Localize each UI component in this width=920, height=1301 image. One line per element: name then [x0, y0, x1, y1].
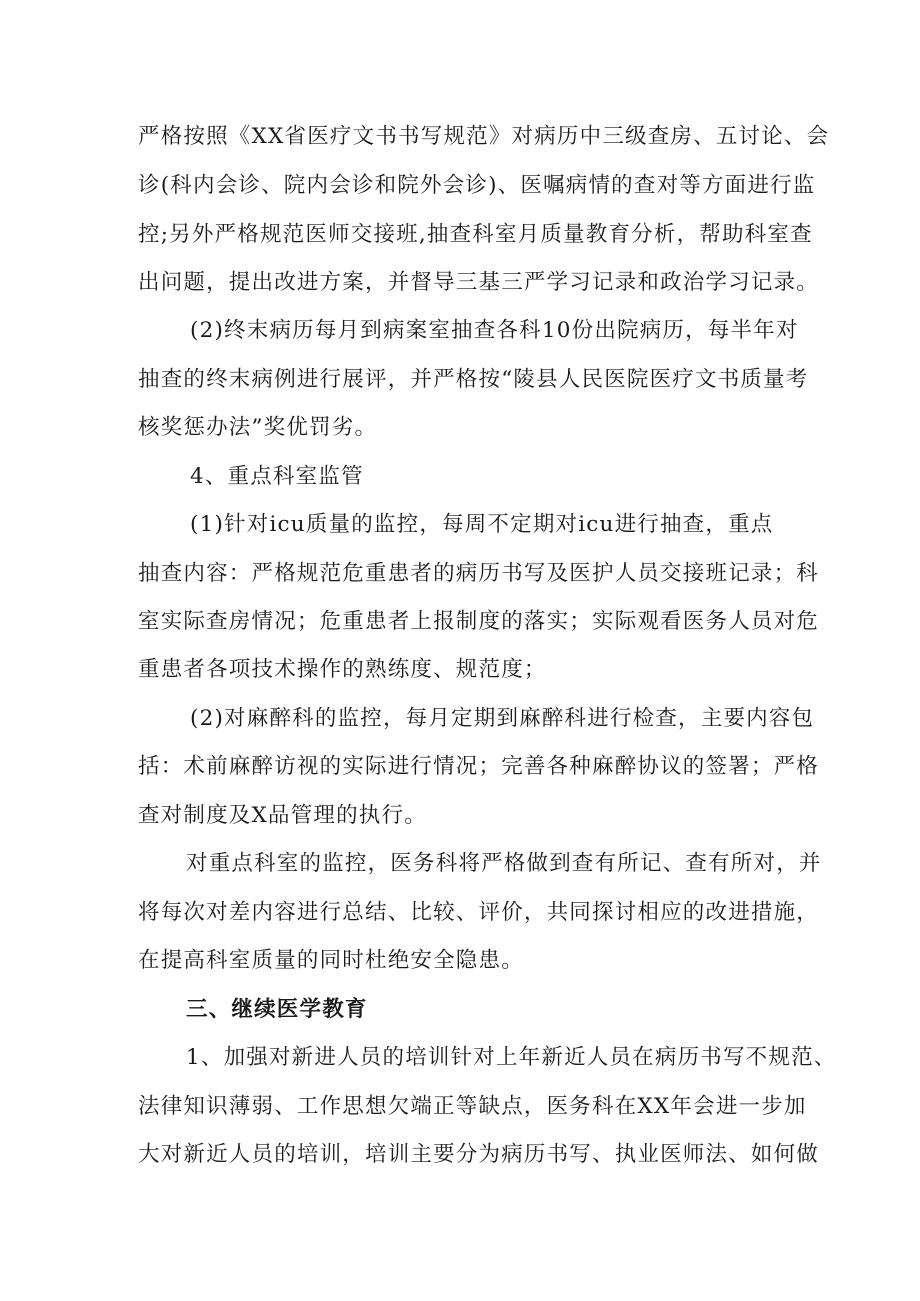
paragraph-first-line: (2)对麻醉科的监控，每月定期到麻醉科进行检查，主要内容包	[190, 706, 815, 731]
text-line: 大对新近人员的培训，培训主要分为病历书写、执业医师法、如何做	[138, 1142, 820, 1167]
text-line: 将每次对差内容进行总结、比较、评价，共同探讨相应的改进措施，	[138, 900, 820, 925]
paragraph-first-line: 1、加强对新进人员的培训针对上年新近人员在病历书写不规范、	[186, 1045, 837, 1070]
text-line: 控;另外严格规范医师交接班,抽查科室月质量教育分析，帮助科室查	[138, 222, 813, 247]
paragraph-first-line: (1)针对icu质量的监控，每周不定期对icu进行抽查，重点	[190, 512, 774, 537]
text-line: 抽查内容：严格规范危重患者的病历书写及医护人员交接班记录；科	[138, 561, 820, 586]
text-line: 抽查的终末病例进行展评，并严格按“陵县人民医院医疗文书质量考	[138, 367, 809, 392]
text-line: 严格按照《XX省医疗文书书写规范》对病历中三级查房、五讨论、会	[138, 124, 830, 149]
section-heading: 三、继续医学教育	[186, 997, 368, 1022]
paragraph-first-line: 对重点科室的监控，医务科将严格做到查有所记、查有所对，并	[186, 851, 822, 876]
text-line: 出问题，提出改进方案，并督导三基三严学习记录和政治学习记录。	[138, 270, 820, 295]
text-line: 括：术前麻醉访视的实际进行情况；完善各种麻醉协议的签署；严格	[138, 754, 820, 779]
text-line: 核奖惩办法”奖优罚劣。	[138, 415, 378, 440]
text-line: 室实际查房情况；危重患者上报制度的落实；实际观看医务人员对危	[138, 609, 820, 634]
paragraph-first-line: (2)终末病历每月到病案室抽查各科10份出院病历，每半年对	[190, 318, 799, 343]
text-line: 重患者各项技术操作的熟练度、规范度；	[138, 657, 547, 682]
text-line: 诊(科内会诊、院内会诊和院外会诊)、医嘱病情的查对等方面进行监	[138, 173, 816, 198]
text-line: 在提高科室质量的同时杜绝安全隐患。	[138, 948, 524, 973]
section-heading: 4、重点科室监管	[190, 464, 364, 489]
text-line: 法律知识薄弱、工作思想欠端正等缺点，医务科在XX年会进一步加	[138, 1094, 807, 1119]
text-line: 查对制度及X品管理的执行。	[138, 803, 427, 828]
